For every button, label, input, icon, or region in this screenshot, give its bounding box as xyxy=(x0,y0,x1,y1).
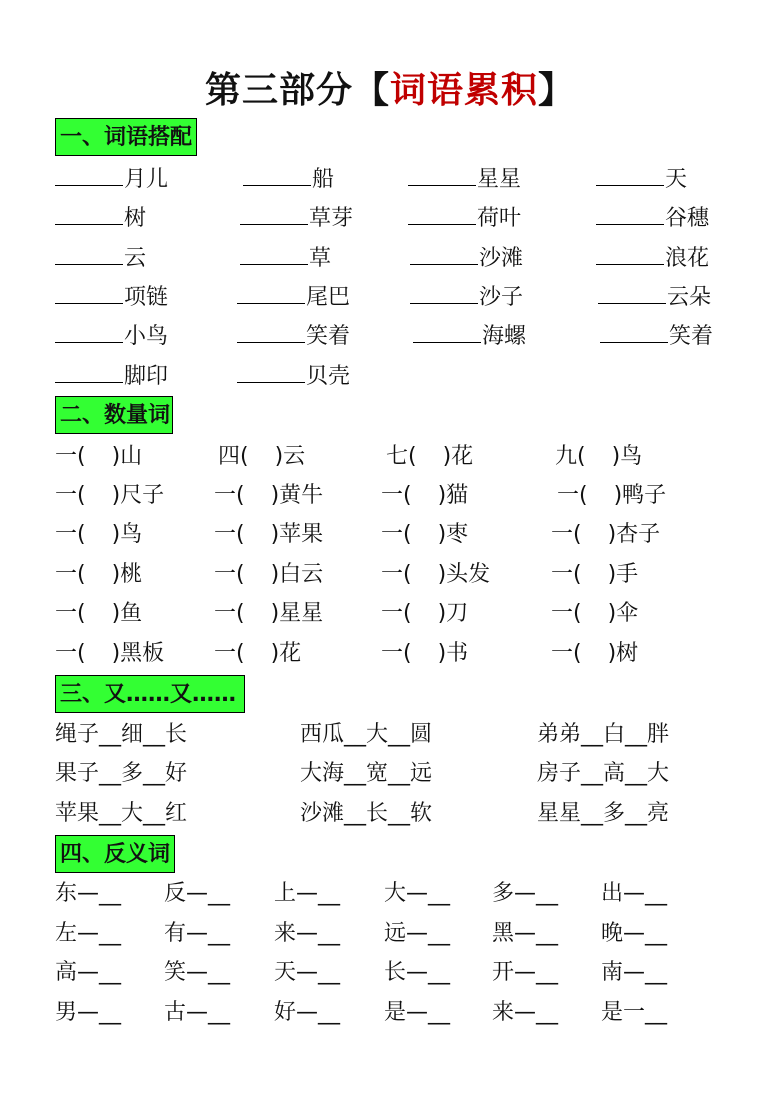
measure-prefix: 一( xyxy=(381,641,412,666)
answer-blank[interactable] xyxy=(237,362,305,383)
answer-blank[interactable] xyxy=(596,204,664,225)
word-text: 草芽 xyxy=(309,206,354,231)
antonym-item: 来—__ xyxy=(492,1000,559,1025)
word-match-item xyxy=(600,322,713,351)
antonym-item: 上—__ xyxy=(274,881,341,906)
antonym-item: 多—__ xyxy=(492,881,559,906)
measure-prefix: 一( xyxy=(214,641,245,666)
word-match-item xyxy=(596,165,687,194)
antonym-item: 高—__ xyxy=(55,960,122,985)
you-you-item: 星星__多__亮 xyxy=(537,801,670,826)
measure-noun: )鸭子 xyxy=(613,483,667,508)
measure-noun: )花 xyxy=(442,444,474,469)
you-you-item: 沙滩__长__软 xyxy=(300,801,433,826)
word-text: 笑着 xyxy=(306,324,351,349)
measure-noun: )山 xyxy=(111,444,143,469)
word-match-item xyxy=(240,244,331,273)
word-text: 尾巴 xyxy=(306,285,351,310)
antonym-item: 南—__ xyxy=(601,960,668,985)
word-text: 荷叶 xyxy=(477,206,522,231)
section-heading: 一、词语搭配 xyxy=(55,118,197,156)
antonym-item: 长—__ xyxy=(384,960,451,985)
measure-prefix: 一( xyxy=(551,522,582,547)
answer-blank[interactable] xyxy=(55,283,123,304)
word-text: 云 xyxy=(124,246,147,271)
measure-prefix: 一( xyxy=(55,601,86,626)
measure-prefix: 一( xyxy=(381,522,412,547)
measure-noun: )桃 xyxy=(111,562,143,587)
measure-prefix: 一( xyxy=(55,444,86,469)
answer-blank[interactable] xyxy=(240,204,308,225)
word-match-item xyxy=(237,322,350,351)
title-suffix: 】 xyxy=(538,70,576,111)
measure-word-item xyxy=(551,561,638,589)
word-text: 项链 xyxy=(124,285,169,310)
word-text: 草 xyxy=(309,246,332,271)
answer-blank[interactable] xyxy=(410,244,478,265)
answer-blank[interactable] xyxy=(55,362,123,383)
word-text: 笑着 xyxy=(669,324,714,349)
measure-prefix: 一( xyxy=(214,562,245,587)
measure-prefix: 九( xyxy=(555,444,586,469)
title-highlight: 词语累积 xyxy=(389,70,538,111)
section-heading: 二、数量词 xyxy=(55,396,173,434)
antonym-item: 是—__ xyxy=(384,1000,451,1025)
word-text: 船 xyxy=(312,167,335,192)
word-text: 小鸟 xyxy=(124,324,169,349)
antonym-item: 天—__ xyxy=(274,960,341,985)
measure-noun: )头发 xyxy=(437,562,491,587)
measure-word-item xyxy=(381,482,468,510)
answer-blank[interactable] xyxy=(596,165,664,186)
measure-word-item xyxy=(55,443,142,471)
measure-prefix: 一( xyxy=(55,522,86,547)
you-you-item: 苹果__大__红 xyxy=(55,801,188,826)
measure-prefix: 四( xyxy=(218,444,249,469)
measure-noun: )杏子 xyxy=(607,522,661,547)
section-heading: 三、又……又…… xyxy=(55,675,245,713)
word-match-item xyxy=(243,165,334,194)
measure-word-item xyxy=(214,640,301,668)
answer-blank[interactable] xyxy=(55,165,123,186)
measure-noun: )黑板 xyxy=(111,641,165,666)
word-match-item xyxy=(237,362,350,391)
measure-noun: )刀 xyxy=(437,601,469,626)
measure-word-item xyxy=(555,443,642,471)
answer-blank[interactable] xyxy=(243,165,311,186)
measure-word-item xyxy=(381,600,468,628)
measure-noun: )鸟 xyxy=(111,522,143,547)
word-match-item xyxy=(55,244,146,273)
you-you-item: 弟弟__白__胖 xyxy=(537,722,670,747)
antonym-item: 出—__ xyxy=(601,881,668,906)
answer-blank[interactable] xyxy=(240,244,308,265)
measure-prefix: 七( xyxy=(386,444,417,469)
you-you-item: 西瓜__大__圆 xyxy=(300,722,433,747)
word-match-item xyxy=(55,283,168,312)
measure-prefix: 一( xyxy=(214,483,245,508)
answer-blank[interactable] xyxy=(596,244,664,265)
measure-prefix: 一( xyxy=(551,641,582,666)
answer-blank[interactable] xyxy=(237,283,305,304)
answer-blank[interactable] xyxy=(410,283,478,304)
measure-prefix: 一( xyxy=(381,483,412,508)
answer-blank[interactable] xyxy=(55,322,123,343)
measure-prefix: 一( xyxy=(55,483,86,508)
word-text: 月儿 xyxy=(124,167,169,192)
measure-word-item xyxy=(55,482,164,510)
word-match-item xyxy=(413,322,526,351)
answer-blank[interactable] xyxy=(55,244,123,265)
word-match-item xyxy=(408,204,521,233)
word-text: 海螺 xyxy=(482,324,527,349)
you-you-item: 大海__宽__远 xyxy=(300,761,433,786)
measure-noun: )鱼 xyxy=(111,601,143,626)
word-match-item xyxy=(410,244,523,273)
antonym-item: 反—__ xyxy=(164,881,231,906)
measure-prefix: 一( xyxy=(381,562,412,587)
word-match-item xyxy=(55,362,168,391)
answer-blank[interactable] xyxy=(408,204,476,225)
measure-word-item xyxy=(386,443,473,471)
measure-noun: )书 xyxy=(437,641,469,666)
word-text: 沙子 xyxy=(479,285,524,310)
measure-noun: )手 xyxy=(607,562,639,587)
measure-prefix: 一( xyxy=(55,562,86,587)
measure-word-item xyxy=(55,600,142,628)
measure-noun: )云 xyxy=(274,444,306,469)
word-match-item xyxy=(596,204,709,233)
word-text: 沙滩 xyxy=(479,246,524,271)
measure-word-item xyxy=(551,521,660,549)
answer-blank[interactable] xyxy=(600,322,668,343)
section-heading: 四、反义词 xyxy=(55,835,175,873)
answer-blank[interactable] xyxy=(408,165,476,186)
measure-noun: )枣 xyxy=(437,522,469,547)
measure-word-item xyxy=(557,482,666,510)
word-match-item xyxy=(55,165,168,194)
word-text: 浪花 xyxy=(665,246,710,271)
measure-word-item xyxy=(551,600,638,628)
measure-noun: )白云 xyxy=(270,562,324,587)
antonym-item: 是一__ xyxy=(601,1000,668,1025)
you-you-item: 果子__多__好 xyxy=(55,761,188,786)
antonym-item: 来—__ xyxy=(274,921,341,946)
antonym-item: 左—__ xyxy=(55,921,122,946)
answer-blank[interactable] xyxy=(55,204,123,225)
word-match-item xyxy=(240,204,353,233)
antonym-item: 好—__ xyxy=(274,1000,341,1025)
measure-word-item xyxy=(55,521,142,549)
word-match-item xyxy=(55,322,168,351)
antonym-item: 男—__ xyxy=(55,1000,122,1025)
answer-blank[interactable] xyxy=(413,322,481,343)
word-match-item xyxy=(55,204,146,233)
measure-word-item xyxy=(381,640,468,668)
measure-word-item xyxy=(381,521,468,549)
measure-noun: )花 xyxy=(270,641,302,666)
measure-noun: )星星 xyxy=(270,601,324,626)
antonym-item: 古—__ xyxy=(164,1000,231,1025)
antonym-item: 黑—__ xyxy=(492,921,559,946)
measure-word-item xyxy=(551,640,638,668)
measure-word-item xyxy=(218,443,305,471)
measure-word-item xyxy=(381,561,490,589)
word-match-item xyxy=(598,283,711,312)
word-text: 树 xyxy=(124,206,147,231)
measure-prefix: 一( xyxy=(557,483,588,508)
measure-noun: )树 xyxy=(607,641,639,666)
word-text: 星星 xyxy=(477,167,522,192)
word-text: 天 xyxy=(665,167,688,192)
antonym-item: 有—__ xyxy=(164,921,231,946)
title-prefix: 第三部分【 xyxy=(204,70,390,111)
measure-word-item xyxy=(214,561,323,589)
answer-blank[interactable] xyxy=(598,283,666,304)
word-match-item xyxy=(410,283,523,312)
measure-word-item xyxy=(55,640,164,668)
measure-word-item xyxy=(55,561,142,589)
measure-prefix: 一( xyxy=(381,601,412,626)
page-title xyxy=(0,62,780,113)
measure-prefix: 一( xyxy=(214,522,245,547)
antonym-item: 东—__ xyxy=(55,881,122,906)
you-you-item: 绳子__细__长 xyxy=(55,722,188,747)
antonym-item: 远—__ xyxy=(384,921,451,946)
antonym-item: 笑—__ xyxy=(164,960,231,985)
word-match-item xyxy=(596,244,709,273)
you-you-item: 房子__高__大 xyxy=(537,761,670,786)
antonym-item: 大—__ xyxy=(384,881,451,906)
word-text: 云朵 xyxy=(667,285,712,310)
measure-noun: )尺子 xyxy=(111,483,165,508)
word-text: 贝壳 xyxy=(306,364,351,389)
measure-prefix: 一( xyxy=(214,601,245,626)
word-match-item xyxy=(237,283,350,312)
measure-word-item xyxy=(214,482,323,510)
antonym-item: 开—__ xyxy=(492,960,559,985)
measure-noun: )伞 xyxy=(607,601,639,626)
word-match-item xyxy=(408,165,521,194)
measure-noun: )苹果 xyxy=(270,522,324,547)
answer-blank[interactable] xyxy=(237,322,305,343)
measure-word-item xyxy=(214,521,323,549)
measure-noun: )黄牛 xyxy=(270,483,324,508)
measure-noun: )鸟 xyxy=(611,444,643,469)
word-text: 谷穗 xyxy=(665,206,710,231)
word-text: 脚印 xyxy=(124,364,169,389)
measure-word-item xyxy=(214,600,323,628)
measure-prefix: 一( xyxy=(551,601,582,626)
measure-prefix: 一( xyxy=(55,641,86,666)
antonym-item: 晚—__ xyxy=(601,921,668,946)
measure-prefix: 一( xyxy=(551,562,582,587)
measure-noun: )猫 xyxy=(437,483,469,508)
